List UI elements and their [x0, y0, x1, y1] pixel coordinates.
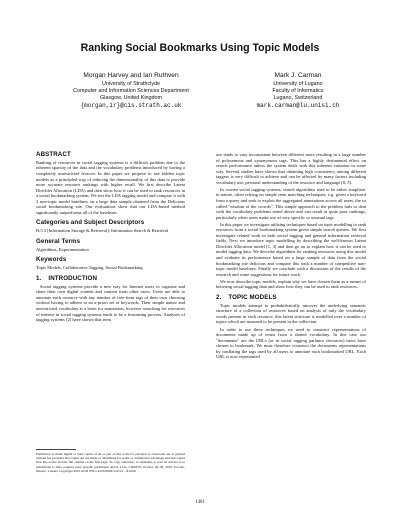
right-column [216, 152, 366, 362]
categories-text: H.3.3 [Information Storage & Retrieval]: Information Search & Retrieval [36, 228, 169, 234]
intro-text: Social tagging systems provide a new way for Internet users to organise and share their own digital content and content from other users. Users are able to annotate each resource with any number of free-form tags of their own choosing without having to adhere to an a-priori set of keywords. Their simple nature and unrestricted vocabulary is a boon for annotation; however searching for resources of interest in social tagging systems tends to be a frustrating process. Analyses of tagging systems [2] have shown that term [36, 283, 185, 323]
section-number: 1. [36, 274, 42, 282]
keywords-text: Topic Models, Collaborative Tagging, Social Bookmarking [36, 265, 143, 271]
author-affiliation: University of Strathclyde [101, 80, 161, 87]
author-affiliation: Computer and Information Sciences Department [73, 87, 189, 94]
section-title: TOPIC MODELS [228, 293, 277, 301]
abstract-heading: ABSTRACT [36, 151, 71, 158]
author-email[interactable]: mark.carman@lu.unisi.ch [256, 102, 340, 110]
body-paragraph: In this paper we investigate utilising techniques based on topic modelling to rank resources from a social bookmarking system given simple search queries. We first investigate related work in both social tagging and general information retrieval fields. Next we introduce topic modelling by describing the well-known Latent Dirichlet Allocation model [1, 3] and then go on to explain how it can be used to model tagging data. We describe algorithms for ranking resources using this model and evaluate its performance based on a large sample of data from the social bookmarking site delicious and compare this with a number of competitive non-topic model baselines. Finally we conclude with a discussion of the results of the research and some suggestions for future work. [216, 221, 366, 277]
categories-heading: Categories and Subject Descriptors [36, 219, 145, 227]
author-name: Mark J. Carman [274, 72, 322, 79]
abstract-text: Ranking of resources in social tagging systems is a difficult problem due to the inherent sparsity of the data and the vocabulary problems introduced by having a completely unrestricted lexicon. In this paper we propose to use hidden topic models as a principled way of reducing the dimensionality of this data to provide more accurate resource rankings with higher recall. We first describe Latent Dirichlet Allocation (LDA) and then show how it can be used to rank resources in a social bookmarking system. We test the LDA tagging model and compare it with 3 non-topic model baselines on a large data sample obtained from the Delicious social bookmarking site. Our evaluations show that our LDA-based method significantly outperforms all of the baselines. [36, 159, 185, 215]
section-heading [216, 295, 366, 301]
author-affiliation: Faculty of Informatics [272, 87, 324, 94]
section-number: 2. [216, 293, 222, 301]
body-paragraph: Topic models attempt to probabilistically uncover the underlying semantic structure of a collection of resources based on analysis of only the vocabulary words present in each resource, this latent structure is modelled over a number of topics which are assumed to be present in the collection. [216, 302, 366, 325]
footnote-divider [36, 449, 76, 450]
general-terms-text: Algorithms, Experimentation [36, 246, 89, 252]
body-paragraph: In order to use these techniques we need to construct representations of documents made up of terms from a shared vocabulary. In this case our "documents" are the URLs (or in social tagging parlance resources) users have chosen to bookmark. We must therefore construct the documents representations by conflating the tags used by all users to annotate each bookmarked URL. Each URL is now represented [216, 326, 366, 360]
author-affiliation: University of Lugano [273, 80, 323, 87]
author-block-2 [228, 72, 368, 109]
general-terms-heading: General Terms [36, 237, 81, 245]
body-paragraph: In current social tagging systems, search algorithms tend to be rather simplistic in nature, often relying on simple term matching techniques; e.g. given a keyword from a query and seek to exploit the aggregated annotations across all users, the so called "wisdom of the crowds". This simple approach to the problem fails to deal with the vocabulary problems noted above and can result in quite poor rankings, particularly when users make use of very specific or unusual tags. [216, 186, 366, 220]
copyright-footnote: Permission to make digital or hard copies of all or part of this work for personal or classroom use is granted without fee provided that copies are not made or distributed for profit or commercial advantage and that copies bear this notice and the full citation on the first page. To copy otherwise, to republish, to post on servers or to redistribute to lists, requires prior specific permission and/or a fee. CIKM'10, October 26–30, 2010, Toronto, Ontario, Canada. Copyright 2010 ACM 978-1-4503-0099-5/10/10 ...$10.00. [36, 452, 185, 473]
author-email[interactable]: {morgan,ir}@cis.strath.ac.uk [80, 102, 182, 110]
keywords-heading: Keywords [36, 256, 67, 264]
paper-title: Ranking Social Bookmarks Using Topic Models [80, 42, 320, 54]
section-title: INTRODUCTION [48, 274, 98, 282]
author-block-1 [46, 72, 216, 109]
author-affiliation: Glasgow, United Kingdom [99, 95, 163, 101]
author-affiliation: Lugano, Switzerland [273, 95, 323, 101]
body-paragraph: We now describe topic models, explain why we have chosen them as a means of bettering social tagging data and show how they can be used to rank resources. [216, 278, 366, 290]
body-paragraph: use tends to vary inconsistent between different users resulting in a large number of polysemous and synonymous tags. This has a highly detrimental effect on search performance unless the system deals with this inherent variation in some way. Several studies have shown that obtaining high consistency among different taggers is very difficult to achieve and can be affected by many factors including vocabulary use, personal understanding of the resource and language [8, 5]. [216, 152, 366, 185]
author-name: Morgan Harvey and Ian Ruthven [83, 72, 179, 79]
section-heading [36, 276, 185, 282]
page-number: 1401 [195, 500, 205, 505]
left-column [36, 152, 185, 324]
